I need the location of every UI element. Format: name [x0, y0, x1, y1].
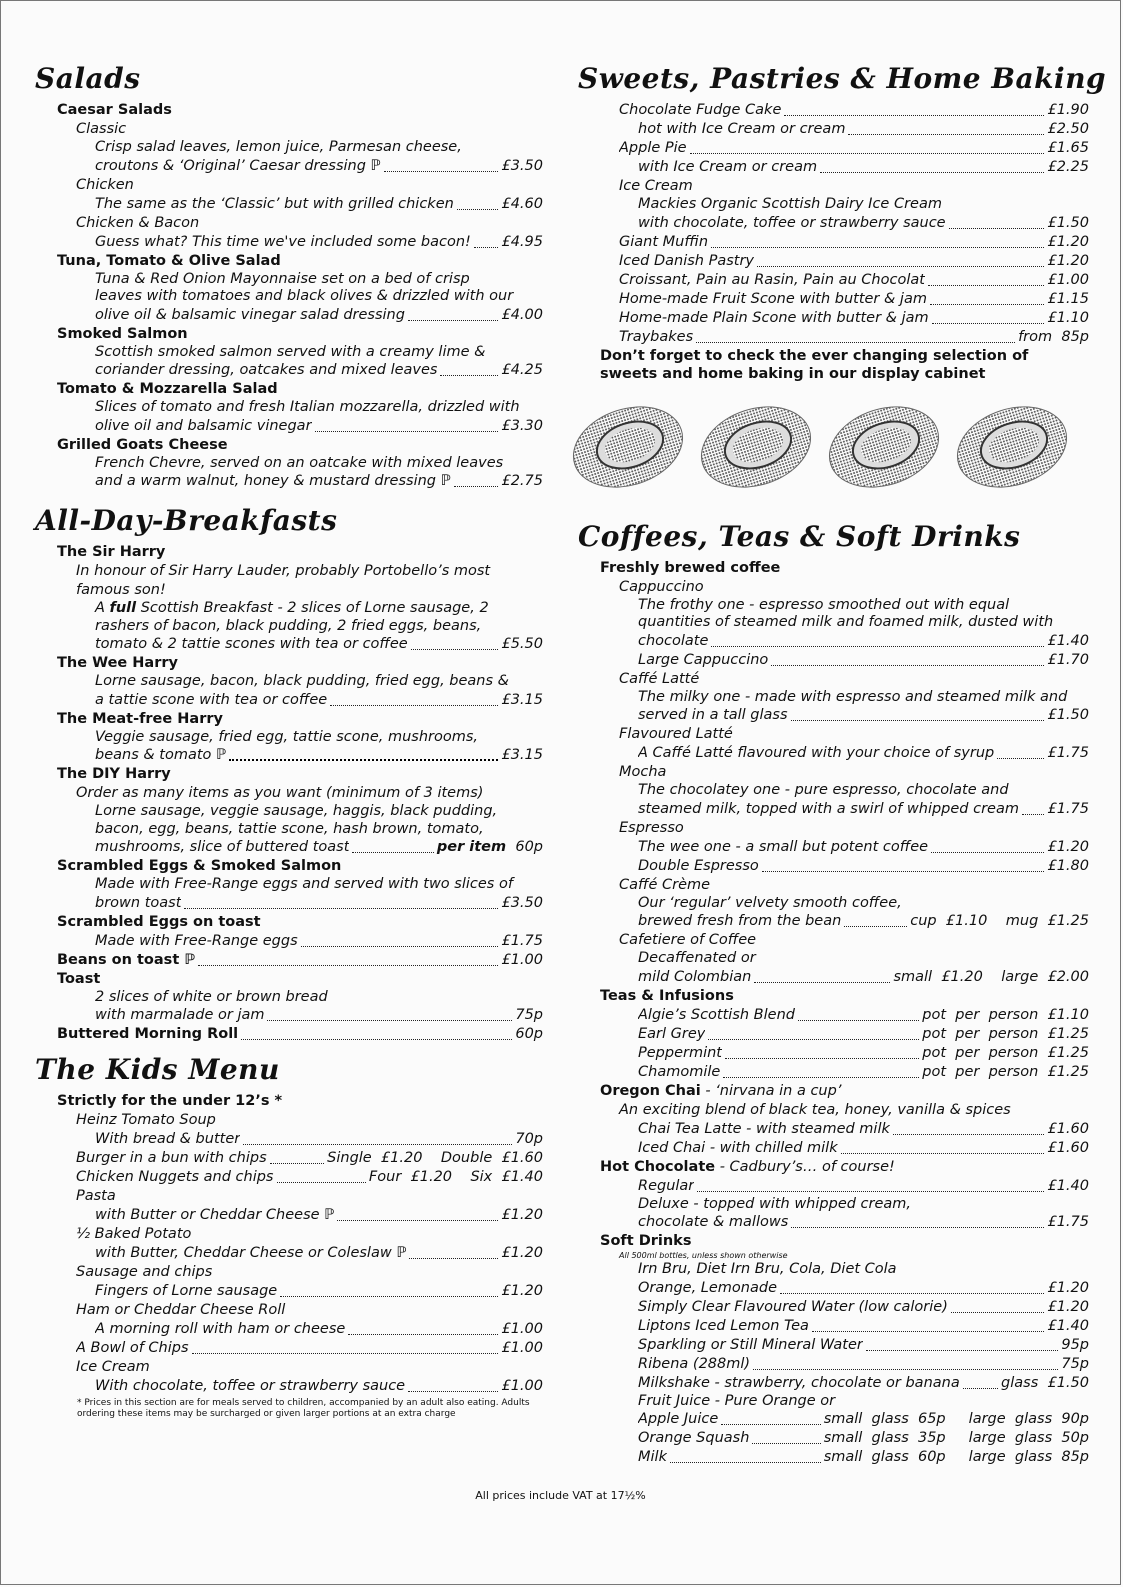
caesar-chicken-name: Chicken: [76, 176, 134, 193]
fruit-scone-row: Home-made Fruit Scone with butter & jam £1.15: [619, 290, 1089, 307]
price: £1.00: [501, 1340, 543, 1356]
kids-pasta-row: with Butter or Cheddar Cheese ℙ £1.20: [95, 1207, 543, 1223]
regular-choc-row: Regular £1.40: [638, 1177, 1089, 1194]
cappuccino-desc-1: The frothy one - espresso smoothed out with equal: [638, 596, 1010, 613]
cafetiere-name: Cafetiere of Coffee: [619, 932, 757, 948]
price: £1.80: [1047, 857, 1089, 874]
pie-sub-row: with Ice Cream or cream £2.25: [638, 159, 1089, 175]
soft-row: Simply Clear Flavoured Water (low calorie) £1.20: [638, 1298, 1089, 1315]
creme-row: brewed fresh from the bean cup £1.10 mug £1.25: [638, 913, 1089, 929]
plain-scone-row: Home-made Plain Scone with butter & jam £1.10: [619, 309, 1089, 326]
price: £1.20: [501, 1245, 543, 1261]
kids-sausage-row: Fingers of Lorne sausage £1.20: [95, 1283, 543, 1299]
large-cappuccino-row: Large Cappuccino £1.70: [638, 651, 1089, 668]
price: £1.70: [1047, 651, 1089, 668]
diy-row: mushrooms, slice of buttered toast per item 60p: [95, 839, 543, 855]
sir-harry-row: tomato & 2 tattie scones with tea or coffee £5.50: [95, 636, 543, 652]
mocha-name: Mocha: [619, 764, 667, 780]
mozz-row: olive oil and balsamic vinegar £3.30: [95, 417, 543, 434]
tuna-label: Tuna, Tomato & Olive Salad: [57, 252, 281, 269]
soft-row: Sparkling or Still Mineral Water 95p: [638, 1336, 1089, 1353]
price: small glass 60p large glass 85p: [823, 1449, 1089, 1465]
kids-burger-row: Burger in a bun with chips Single £1.20 Double £1.60: [76, 1150, 543, 1166]
left-column: [35, 59, 543, 1420]
kids-ham-name: Ham or Cheddar Cheese Roll: [76, 1302, 286, 1318]
mocha-row: steamed milk, topped with a swirl of whipped cream £1.75: [638, 800, 1089, 817]
smoked-salmon-label: Smoked Salmon: [57, 325, 188, 342]
price: £4.25: [501, 362, 543, 378]
caesar-bacon-name: Chicken & Bacon: [76, 214, 200, 231]
espresso-name: Espresso: [619, 819, 684, 836]
iced-chai-row: Iced Chai - with chilled milk £1.60: [638, 1139, 1089, 1156]
sweets-title: Sweets, Pastries & Home Baking: [578, 62, 1107, 95]
price: 60p: [515, 1026, 543, 1042]
caesar-classic-row: croutons & ‘Original’ Caesar dressing ℙ £3.50: [95, 157, 543, 174]
price: £1.50: [1047, 707, 1089, 723]
eggs-salmon-desc: Made with Free-Range eggs and served with two slices of: [95, 876, 513, 892]
chai-latte-row: Chai Tea Latte - with steamed milk £1.60: [638, 1120, 1089, 1137]
price: pot per person £1.25: [922, 1044, 1089, 1061]
price: £2.25: [1047, 159, 1089, 175]
teas-label: Teas & Infusions: [600, 987, 734, 1004]
diy-harry-label: The DIY Harry: [57, 766, 171, 782]
cappuccino-desc-2: quantities of steamed milk and foamed milk, dusted with: [638, 614, 1054, 630]
wee-harry-label: The Wee Harry: [57, 655, 178, 671]
fudge-row: Chocolate Fudge Cake £1.90: [619, 102, 1089, 118]
price: 60p: [515, 839, 543, 855]
tea-row: Earl Grey pot per person £1.25: [638, 1025, 1089, 1042]
kids-icecream-name: Ice Cream: [76, 1359, 150, 1375]
flavoured-latte-row: A Caffé Latté flavoured with your choice of syrup £1.75: [638, 745, 1089, 761]
price: pot per person £1.10: [922, 1006, 1089, 1023]
toast-label: Toast: [57, 970, 101, 987]
latte-name: Caffé Latté: [619, 670, 700, 687]
eggs-toast-label: Scrambled Eggs on toast: [57, 913, 261, 930]
price: £5.50: [501, 636, 543, 652]
price: small glass 35p large glass 50p: [823, 1430, 1089, 1446]
kids-icecream-row: With chocolate, toffee or strawberry sauce £1.00: [95, 1378, 543, 1394]
plate-image: [822, 401, 942, 491]
soft-row: Ribena (288ml) 75p: [638, 1355, 1089, 1372]
price: £3.30: [501, 417, 543, 434]
price: £1.40: [1047, 1177, 1089, 1194]
drinks-title: Coffees, Teas & Soft Drinks: [578, 519, 1021, 553]
price: £1.00: [1047, 271, 1089, 288]
price: £1.20: [501, 1207, 543, 1223]
price: from 85p: [1018, 328, 1089, 345]
sir-harry-label: The Sir Harry: [57, 544, 166, 560]
sir-harry-desc-1: A full Scottish Breakfast - 2 slices of Lorne sausage, 2: [95, 600, 489, 616]
diy-desc-2: bacon, egg, beans, tattie scone, hash brown, tomato,: [95, 820, 484, 837]
sir-harry-desc-2: rashers of bacon, black pudding, 2 fried eggs, beans,: [95, 617, 482, 634]
pie-row: Apple Pie £1.65: [619, 140, 1089, 156]
price: £1.20: [1047, 1298, 1089, 1315]
plate-image: [950, 401, 1070, 491]
soft-drinks-note: All 500ml bottles, unless shown otherwise: [619, 1251, 788, 1260]
kids-soup-name: Heinz Tomato Soup: [76, 1112, 216, 1128]
kids-pasta-name: Pasta: [76, 1188, 116, 1204]
kids-ham-row: A morning roll with ham or cheese £1.00: [95, 1321, 543, 1337]
wee-harry-row: a tattie scone with tea or coffee £3.15: [95, 691, 543, 708]
sir-harry-intro-2: famous son!: [76, 582, 166, 598]
kids-potato-row: with Butter, Cheddar Cheese or Coleslaw ℙ £1.20: [95, 1245, 543, 1261]
caesar-chicken-row: The same as the ‘Classic’ but with grilled chicken £4.60: [95, 195, 543, 212]
tuna-row: olive oil & balsamic vinegar salad dressing £4.00: [95, 306, 543, 323]
danish-row: Iced Danish Pastry £1.20: [619, 252, 1089, 269]
price: £1.40: [1047, 632, 1089, 649]
diy-desc-1: Lorne sausage, veggie sausage, haggis, black pudding,: [95, 803, 498, 819]
price: £1.75: [1047, 1214, 1089, 1230]
cabinet-note-2: sweets and home baking in our display cabinet: [600, 365, 986, 382]
price: £1.40: [1047, 1317, 1089, 1334]
tea-row: Peppermint pot per person £1.25: [638, 1044, 1089, 1061]
cappuccino-name: Cappuccino: [619, 578, 704, 595]
soft-drinks-label: Soft Drinks: [600, 1233, 692, 1249]
kids-potato-name: ½ Baked Potato: [76, 1226, 192, 1242]
chai-label: Oregon Chai - ‘nirvana in a cup’: [600, 1082, 842, 1099]
roll-row: Buttered Morning Roll 60p: [57, 1026, 543, 1042]
goats-label: Grilled Goats Cheese: [57, 436, 228, 453]
right-column: [578, 59, 1107, 1467]
ice-cream-row: with chocolate, toffee or strawberry sauce £1.50: [638, 214, 1089, 231]
price: £1.20: [501, 1283, 543, 1299]
espresso-row: The wee one - a small but potent coffee £1.20: [638, 838, 1089, 855]
cabinet-note-1: Don’t forget to check the ever changing selection of: [600, 347, 1029, 364]
kids-footnote-2: ordering these items may be surcharged or given larger portions at an extra charge: [77, 1409, 456, 1419]
eggs-toast-row: Made with Free-Range eggs £1.75: [95, 932, 543, 949]
latte-desc: The milky one - made with espresso and steamed milk and: [638, 688, 1068, 705]
kids-label: Strictly for the under 12’s *: [57, 1093, 283, 1109]
deluxe-choc-row: chocolate & mallows £1.75: [638, 1214, 1089, 1230]
caesar-salads-label: Caesar Salads: [57, 102, 172, 118]
caesar-bacon-row: Guess what? This time we've included some bacon! £4.95: [95, 233, 543, 250]
salads-title: Salads: [35, 62, 141, 95]
double-espresso-row: Double Espresso £1.80: [638, 857, 1089, 874]
breakfasts-title: All-Day-Breakfasts: [35, 504, 338, 537]
plate-image: [566, 401, 686, 491]
caesar-classic-desc: Crisp salad leaves, lemon juice, Parmesan cheese,: [95, 139, 462, 155]
latte-row: served in a tall glass £1.50: [638, 707, 1089, 723]
chai-intro: An exciting blend of black tea, honey, vanilla & spices: [619, 1101, 1011, 1118]
plates-illustration: [566, 401, 1089, 491]
muffin-row: Giant Muffin £1.20: [619, 233, 1089, 250]
mozzarella-label: Tomato & Mozzarella Salad: [57, 381, 278, 397]
price: small glass 65p large glass 90p: [823, 1411, 1089, 1427]
creme-desc: Our ‘regular’ velvety smooth coffee,: [638, 894, 902, 911]
cappuccino-row: chocolate £1.40: [638, 632, 1089, 649]
price: £1.50: [1047, 214, 1089, 231]
eggs-salmon-row: brown toast £3.50: [95, 894, 543, 911]
kids-chips-row: A Bowl of Chips £1.00: [76, 1340, 543, 1356]
mozz-desc-1: Slices of tomato and fresh Italian mozzarella, drizzled with: [95, 399, 520, 415]
price: £1.10: [1047, 309, 1089, 326]
goats-row: and a warm walnut, honey & mustard dressing ℙ £2.75: [95, 473, 543, 489]
hot-chocolate-label: Hot Chocolate - Cadbury’s… of course!: [600, 1158, 895, 1175]
creme-name: Caffé Crème: [619, 876, 711, 893]
price: £1.20: [1047, 838, 1089, 855]
soft-drinks-intro: Irn Bru, Diet Irn Bru, Cola, Diet Cola: [638, 1261, 897, 1277]
mocha-desc: The chocolatey one - pure espresso, chocolate and: [638, 782, 1009, 798]
price: 70p: [515, 1131, 543, 1147]
price: £1.00: [501, 1321, 543, 1337]
sir-harry-intro-1: In honour of Sir Harry Lauder, probably Portobello’s most: [76, 563, 491, 579]
price: glass £1.50: [1001, 1374, 1089, 1391]
kids-nuggets-row: Chicken Nuggets and chips Four £1.20 Six £1.40: [76, 1169, 543, 1185]
meatfree-desc: Veggie sausage, fried egg, tattie scone, mushrooms,: [95, 728, 479, 745]
price: Four £1.20 Six £1.40: [368, 1169, 543, 1185]
price: £4.95: [501, 233, 543, 250]
price: pot per person £1.25: [922, 1025, 1089, 1042]
tuna-desc-1: Tuna & Red Onion Mayonnaise set on a bed of crisp: [95, 270, 470, 287]
price: cup £1.10 mug £1.25: [910, 913, 1089, 929]
price: £1.75: [1047, 745, 1089, 761]
tea-row: Chamomile pot per person £1.25: [638, 1063, 1089, 1080]
beans-row: Beans on toast ℙ £1.00: [57, 951, 543, 968]
tea-row: Algie’s Scottish Blend pot per person £1.10: [638, 1006, 1089, 1023]
price: £1.60: [1047, 1120, 1089, 1137]
croissant-row: Croissant, Pain au Rasin, Pain au Chocolat £1.00: [619, 271, 1089, 288]
meatfree-harry-label: The Meat-free Harry: [57, 710, 223, 727]
salmon-row: coriander dressing, oatcakes and mixed leaves £4.25: [95, 362, 543, 378]
price: £2.50: [1047, 121, 1089, 137]
price: £3.50: [501, 157, 543, 174]
price: £1.20: [1047, 1279, 1089, 1296]
price: small £1.20 large £2.00: [893, 968, 1089, 985]
cafetiere-desc: Decaffenated or: [638, 950, 756, 966]
traybakes-row: Traybakes from 85p: [619, 328, 1089, 345]
soft-row: Liptons Iced Lemon Tea £1.40: [638, 1317, 1089, 1334]
price: 75p: [515, 1007, 543, 1023]
vat-footer: All prices include VAT at 17½%: [475, 1489, 646, 1502]
cafetiere-row: mild Colombian small £1.20 large £2.00: [638, 968, 1089, 985]
caesar-classic-name: Classic: [76, 121, 127, 137]
price: £1.90: [1047, 102, 1089, 118]
deluxe-choc-desc: Deluxe - topped with whipped cream,: [638, 1195, 912, 1212]
juice-row: Orange Squash small glass 35p large glass 50p: [638, 1430, 1089, 1446]
price: Single £1.20 Double £1.60: [327, 1150, 543, 1166]
goats-desc-1: French Chevre, served on an oatcake with mixed leaves: [95, 454, 504, 471]
flavoured-latte-name: Flavoured Latté: [619, 726, 733, 742]
per-item-label: per item: [436, 839, 507, 855]
wee-harry-desc: Lorne sausage, bacon, black pudding, fried egg, beans &: [95, 673, 509, 689]
fudge-sub-row: hot with Ice Cream or cream £2.50: [638, 121, 1089, 137]
soft-row: Milkshake - strawberry, chocolate or banana glass £1.50: [638, 1374, 1089, 1391]
price: pot per person £1.25: [922, 1063, 1089, 1080]
price: £1.60: [1047, 1139, 1089, 1156]
salmon-desc-1: Scottish smoked salmon served with a creamy lime &: [95, 343, 486, 360]
tuna-desc-2: leaves with tomatoes and black olives & drizzled with our: [95, 288, 514, 304]
kids-soup-row: With bread & butter 70p: [95, 1131, 543, 1147]
soft-row: Orange, Lemonade £1.20: [638, 1279, 1089, 1296]
kids-footnote-1: * Prices in this section are for meals served to children, accompanied by an adult also eating. Adults: [77, 1398, 530, 1408]
price: 75p: [1061, 1355, 1089, 1372]
price: £1.15: [1047, 290, 1089, 307]
price: £1.20: [1047, 233, 1089, 250]
toast-desc: 2 slices of white or brown bread: [95, 988, 328, 1005]
juice-row: Apple Juice small glass 65p large glass 90p: [638, 1411, 1089, 1427]
diy-intro: Order as many items as you want (minimum of 3 items): [76, 785, 484, 801]
price: £1.00: [501, 951, 543, 968]
price: £3.15: [501, 747, 543, 763]
kids-sausage-name: Sausage and chips: [76, 1264, 213, 1280]
price: £3.50: [501, 894, 543, 911]
price: £4.60: [501, 195, 543, 212]
plate-image: [694, 401, 814, 491]
juice-intro: Fruit Juice - Pure Orange or: [638, 1392, 836, 1409]
kids-title: The Kids Menu: [35, 1053, 280, 1086]
meatfree-row: beans & tomato ℙ £3.15: [95, 747, 543, 763]
price: £1.75: [501, 932, 543, 949]
eggs-salmon-label: Scrambled Eggs & Smoked Salmon: [57, 858, 342, 874]
toast-row: with marmalade or jam 75p: [95, 1007, 543, 1023]
price: £2.75: [501, 473, 543, 489]
price: 95p: [1061, 1336, 1089, 1353]
ice-cream-name: Ice Cream: [619, 178, 693, 194]
price: £4.00: [501, 306, 543, 323]
price: £1.75: [1047, 800, 1089, 817]
coffee-label: Freshly brewed coffee: [600, 559, 781, 576]
price: £1.20: [1047, 252, 1089, 269]
juice-row: Milk small glass 60p large glass 85p: [638, 1449, 1089, 1465]
price: £1.00: [501, 1378, 543, 1394]
ice-cream-desc: Mackies Organic Scottish Dairy Ice Cream: [638, 196, 942, 212]
price: £1.65: [1047, 140, 1089, 156]
price: £3.15: [501, 691, 543, 708]
